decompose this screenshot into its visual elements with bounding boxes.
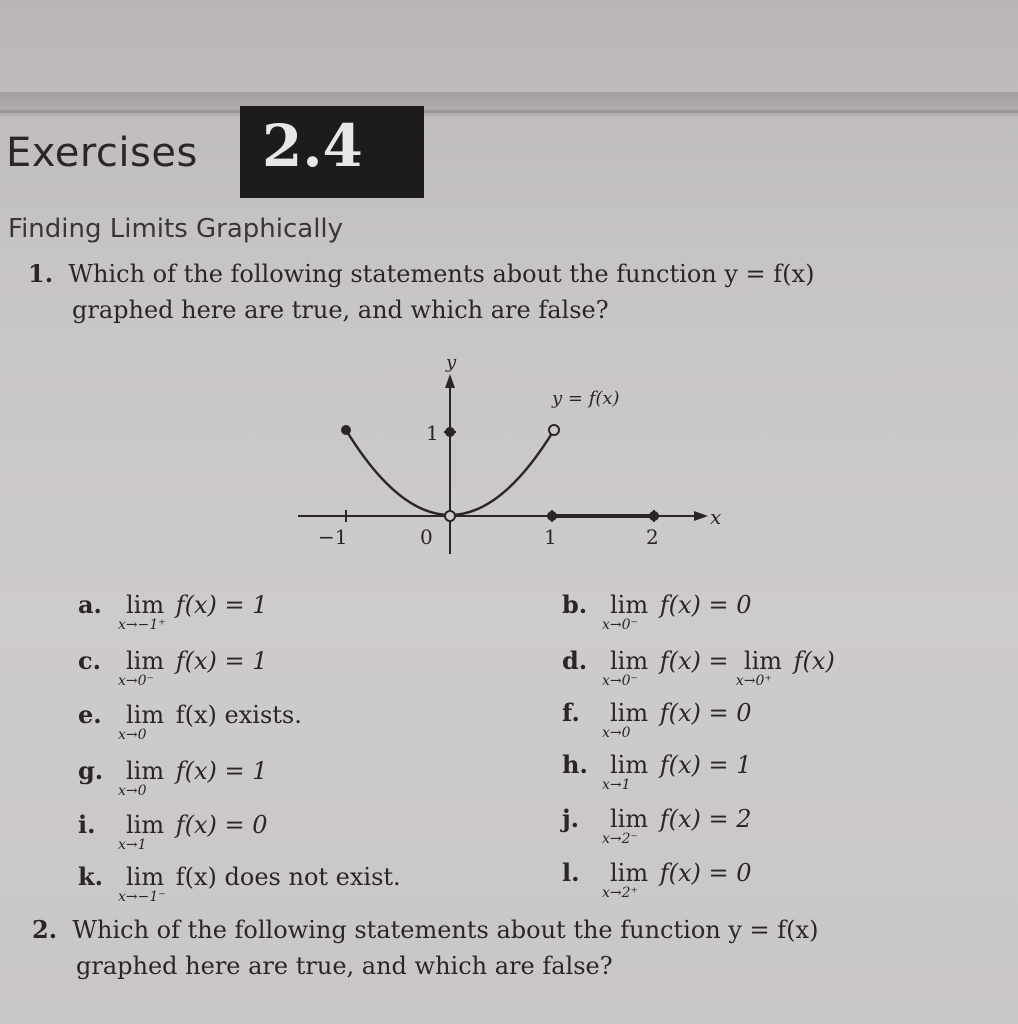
statement-k [78,862,401,905]
statement-j [562,804,752,847]
tick-label-2: 2 [646,525,659,549]
lim-subscript: x→2⁻ [602,831,638,847]
function-graph [290,350,740,560]
lim-subscript: x→0 [118,783,147,799]
statement-h [562,750,752,793]
closed-point-y1 [445,427,455,437]
statement-g [78,756,268,799]
y-axis-label: y [446,352,457,373]
closed-point-1-0 [547,511,557,521]
lim-subscript-2: x→0⁺ [735,673,772,689]
problem-1-text-1: Which of the following statements about the function y = f(x) [68,260,815,288]
statement-label: j. [562,804,580,833]
problem-1-text-2: graphed here are true, and which are false? [72,296,609,324]
statement-expression: f(x) = 0 [659,859,752,887]
section-subheading: Finding Limits Graphically [8,214,344,244]
statement-expression: f(x) does not exist. [175,863,401,891]
statement-expression: f(x) exists. [175,701,302,729]
statement-label: f. [562,698,580,727]
statement-label: e. [78,700,102,729]
statement-f [562,698,752,741]
lim-subscript: x→2⁺ [602,885,638,901]
statement-label: g. [78,756,104,785]
lim-subscript: x→−1⁻ [118,889,166,905]
statement-label: h. [562,750,588,779]
statement-label: c. [78,646,101,675]
statement-expression: f(x) = 0 [175,811,268,839]
closed-point-2-0 [649,511,659,521]
open-point-origin [445,511,455,521]
lim-operator: lim x→0 [118,757,165,799]
y-tick-label-1: 1 [426,421,439,445]
statement-expression-2: f(x) [793,647,835,675]
tick-label-neg1: −1 [318,525,348,549]
statement-expression: f(x) = 0 [659,591,752,619]
problem-1 [28,256,1008,328]
lim-subscript: x→0⁻ [602,673,638,689]
statement-label: b. [562,590,588,619]
exercises-heading: Exercises [6,130,198,176]
statement-e [78,700,302,743]
statement-i [78,810,268,853]
statement-expression: f(x) = 1 [659,751,752,779]
y-axis-arrow [445,374,455,388]
section-number: 2.4 [262,112,363,180]
statement-label: k. [78,862,103,891]
problem-1-number: 1. [28,259,54,288]
x-axis-label: x [710,505,722,529]
statement-expression: f(x) = 2 [659,805,752,833]
tick-label-0: 0 [420,525,433,549]
problem-2-text-1: Which of the following statements about the function y = f(x) [72,916,819,944]
lim-operator-2: lim x→0⁺ [735,647,783,689]
lim-operator: lim x→0 [602,699,649,741]
lim-operator: lim x→2⁺ [602,859,649,901]
statement-label: l. [562,858,580,887]
lim-subscript: x→0⁻ [118,673,154,689]
lim-subscript: x→1 [602,777,631,793]
statement-label: d. [562,646,588,675]
statement-label: i. [78,810,96,839]
statement-expression: f(x) = 0 [659,699,752,727]
lim-subscript: x→−1⁺ [118,617,166,633]
problem-2-text-2: graphed here are true, and which are false? [76,952,613,980]
closed-point-neg1 [341,425,351,435]
statement-c [78,646,268,689]
lim-operator: lim x→1 [602,751,649,793]
lim-subscript: x→1 [118,837,147,853]
lim-operator: lim x→−1⁻ [118,863,166,905]
lim-subscript: x→0 [602,725,631,741]
tick-label-1: 1 [544,525,557,549]
statement-d [562,646,835,689]
statement-b [562,590,752,633]
problem-1-line1 [28,256,1008,292]
statement-expression: f(x) = 1 [175,647,268,675]
lim-operator: lim x→1 [118,811,165,853]
statement-expression: f(x) = 1 [175,757,268,785]
statement-a [78,590,268,633]
problem-2-number: 2. [32,915,58,944]
open-point-1-1 [549,425,559,435]
curve-label: y = f(x) [552,388,620,409]
x-axis-arrow [694,511,708,521]
lim-operator: lim x→0⁻ [602,647,649,689]
lim-operator: lim x→2⁻ [602,805,649,847]
lim-operator: lim x→0⁻ [602,591,649,633]
problem-2-line1 [32,912,1012,948]
statement-l [562,858,752,901]
problem-2 [32,912,1012,984]
statement-label: a. [78,590,102,619]
header-rule [0,110,1018,113]
lim-operator: lim x→0⁻ [118,647,165,689]
statement-expression: f(x) = [659,647,737,675]
statement-expression: f(x) = 1 [175,591,268,619]
lim-operator: lim x→0 [118,701,165,743]
lim-subscript: x→0⁻ [602,617,638,633]
lim-subscript: x→0 [118,727,147,743]
lim-operator: lim x→−1⁺ [118,591,166,633]
